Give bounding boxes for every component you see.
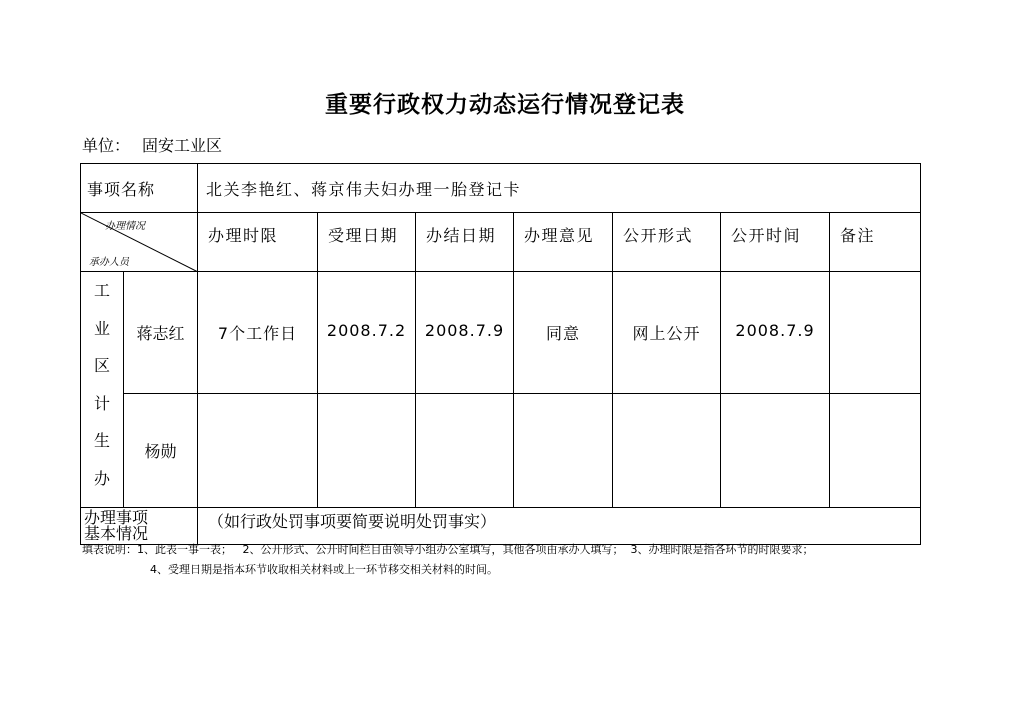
cell-remarks [830, 394, 921, 508]
unit-value: 固安工业区 [142, 136, 223, 155]
basic-info-hint: （如行政处罚事项要简要说明处罚事实） [198, 508, 921, 545]
cell-publish-form: 网上公开 [613, 272, 721, 394]
basic-info-label [81, 508, 198, 545]
cell-close-date: 2008.7.9 [416, 272, 514, 394]
department-char: 工 [93, 281, 110, 300]
cell-close-date [416, 394, 514, 508]
header-remarks: 备注 [830, 213, 921, 272]
cell-accept-date: 2008.7.2 [318, 272, 416, 394]
cell-publish-form [613, 394, 721, 508]
cell-opinion: 同意 [514, 272, 613, 394]
cell-accept-date [318, 394, 416, 508]
department-char: 计 [93, 393, 110, 413]
cell-remarks [830, 272, 921, 394]
department-char: 业 [93, 318, 110, 338]
instructions-line-2: 4、受理日期是指本环节收取相关材料或上一环节移交相关材料的时间。 [150, 563, 498, 576]
cell-deadline [198, 394, 318, 508]
department-cell [81, 272, 124, 508]
person-name: 杨勋 [124, 394, 198, 508]
header-opinion: 办理意见 [514, 213, 613, 272]
cell-opinion [514, 394, 613, 508]
header-deadline: 办理时限 [198, 213, 318, 272]
basic-info-label-line: 办理事项 [84, 508, 149, 527]
registration-table [80, 163, 921, 545]
unit-label: 单位： [82, 136, 131, 155]
header-accept-date: 受理日期 [318, 213, 416, 272]
basic-info-row [81, 508, 921, 545]
header-publish-form: 公开形式 [613, 213, 721, 272]
basic-info-label-line: 基本情况 [84, 524, 149, 543]
department-char: 区 [93, 356, 110, 375]
header-publish-time: 公开时间 [721, 213, 830, 272]
cell-publish-time: 2008.7.9 [721, 272, 830, 394]
header-close-date: 办结日期 [416, 213, 514, 272]
instructions-line-1: 填表说明：1、此表一事一表； 2、公开形式、公开时间栏目由领导小组办公室填写，其他各项由承办人填写； 3、办理时限是指各环节的时限要求； [82, 543, 814, 556]
person-name: 蒋志红 [124, 272, 198, 394]
cell-deadline: 7个工作日 [198, 272, 318, 394]
item-name-row [81, 164, 921, 213]
item-name-value: 北关李艳红、蒋京伟夫妇办理一胎登记卡 [198, 164, 921, 213]
item-name-label: 事项名称 [81, 164, 198, 213]
unit-line [82, 133, 222, 156]
department-char: 办 [93, 468, 110, 488]
table-row [81, 394, 921, 508]
table-row [81, 272, 921, 394]
diagonal-header-cell [81, 213, 198, 272]
diagonal-top-label: 办理情况 [105, 221, 145, 232]
header-row [81, 213, 921, 272]
department-char: 生 [93, 431, 110, 450]
cell-publish-time [721, 394, 830, 508]
page-title: 重要行政权力动态运行情况登记表 [325, 91, 685, 118]
diagonal-bottom-label: 承办人员 [89, 257, 129, 268]
